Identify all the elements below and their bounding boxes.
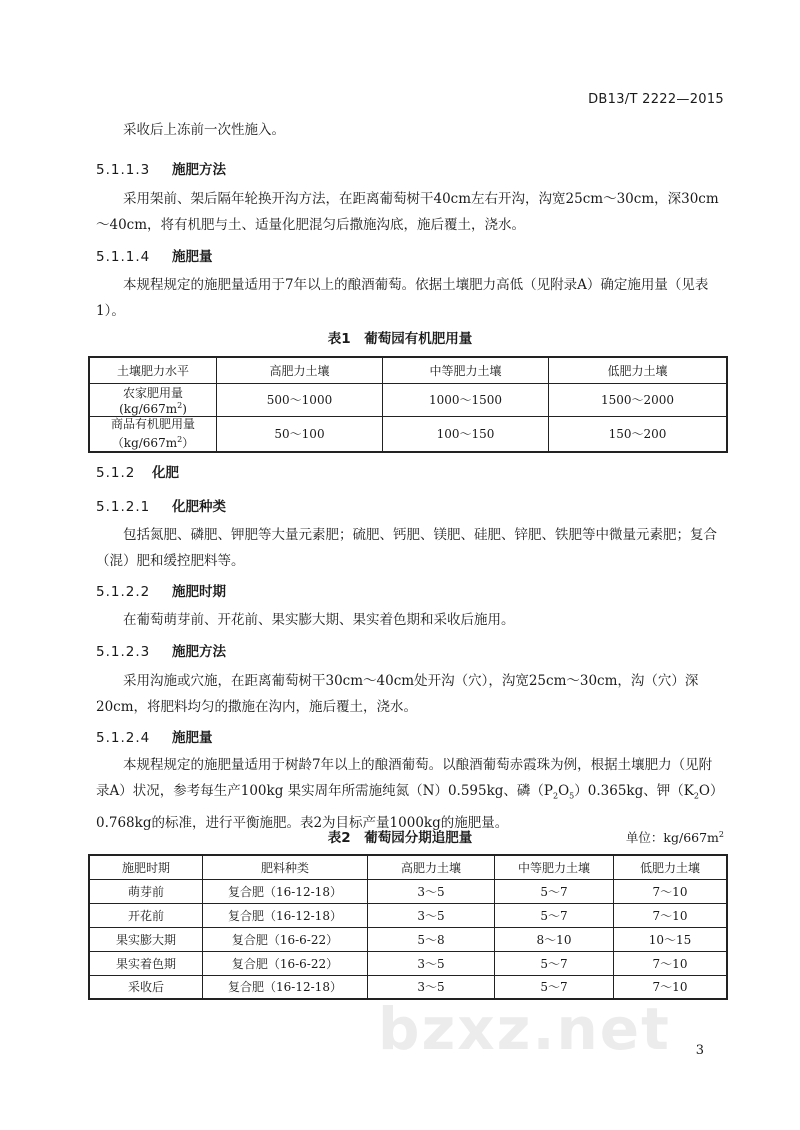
section-number: 5.1.2.4 bbox=[96, 730, 151, 746]
section-title: 施肥量 bbox=[172, 249, 213, 265]
table-cell: 8～10 bbox=[495, 927, 614, 951]
table-cell: 3～5 bbox=[368, 879, 495, 903]
section-number: 5.1.1.4 bbox=[96, 249, 151, 265]
table-cell: 复合肥（16-12-18） bbox=[203, 975, 368, 999]
table-row bbox=[89, 951, 727, 975]
table-header-cell: 低肥力土壤 bbox=[614, 855, 728, 879]
table-cell: 10～15 bbox=[614, 927, 728, 951]
table-cell: 3～5 bbox=[368, 903, 495, 927]
label-end: ) bbox=[182, 401, 187, 416]
table-header-cell: 高肥力土壤 bbox=[368, 855, 495, 879]
paragraph: 采收后上冻前一次性施入。 bbox=[123, 122, 285, 138]
table-cell: 果实膨大期 bbox=[89, 927, 203, 951]
unit-superscript: 2 bbox=[718, 829, 724, 839]
table-cell: 复合肥（16-12-18） bbox=[203, 903, 368, 927]
section-heading-5-1-2 bbox=[96, 461, 179, 481]
paragraph: 包括氮肥、磷肥、钾肥等大量元素肥；硫肥、钙肥、镁肥、硅肥、锌肥、铁肥等中微量元素肥；复合（混）肥和缓控肥料等。 bbox=[96, 527, 717, 569]
table-cell: 3～5 bbox=[368, 975, 495, 999]
section-heading-5-1-1-4 bbox=[96, 245, 213, 265]
table-cell: 7～10 bbox=[614, 975, 728, 999]
table-header-cell: 土壤肥力水平 bbox=[89, 357, 217, 383]
table-cell: 采收后 bbox=[89, 975, 203, 999]
table2-caption: 表2 葡萄园分期追肥量 bbox=[327, 830, 473, 846]
watermark: bzxz.net bbox=[378, 995, 671, 1063]
table-cell: 7～10 bbox=[614, 951, 728, 975]
label-superscript: 2 bbox=[177, 434, 183, 444]
label-end: ） bbox=[182, 435, 195, 450]
table-cell: 7～10 bbox=[614, 903, 728, 927]
table-header-cell: 肥料种类 bbox=[203, 855, 368, 879]
paragraph: 在葡萄萌芽前、开花前、果实膨大期、果实着色期和采收后施用。 bbox=[123, 612, 515, 628]
table1 bbox=[88, 356, 728, 453]
table-cell: 500～1000 bbox=[217, 383, 383, 416]
table-cell: 1000～1500 bbox=[383, 383, 549, 416]
section-title: 施肥方法 bbox=[172, 644, 226, 660]
table-cell: 复合肥（16-6-22） bbox=[203, 927, 368, 951]
section-title: 施肥时期 bbox=[172, 584, 226, 600]
text-run: ）0.365kg、钾（K bbox=[574, 783, 694, 799]
table2-unit bbox=[626, 828, 724, 846]
table-row-label bbox=[89, 383, 217, 416]
section-number: 5.1.2.1 bbox=[96, 499, 151, 515]
section-title: 施肥方法 bbox=[172, 162, 226, 178]
text-run: O）0.768kg的标准，进行平衡施肥。表2为目标产量1000kg的施肥量。 bbox=[96, 783, 724, 831]
table-cell: 开花前 bbox=[89, 903, 203, 927]
label-text: 农家肥用量(kg/667m bbox=[119, 385, 183, 416]
section-heading-5-1-2-2 bbox=[96, 580, 226, 600]
table-row bbox=[89, 903, 727, 927]
paragraph bbox=[96, 752, 724, 836]
section-heading-5-1-2-3 bbox=[96, 640, 226, 660]
table-cell: 5～7 bbox=[495, 879, 614, 903]
label-text: 商品有机肥用量 bbox=[110, 416, 195, 431]
table-header-row bbox=[89, 855, 727, 879]
text-run: O bbox=[558, 783, 570, 799]
section-heading-5-1-1-3 bbox=[96, 158, 226, 178]
section-heading-5-1-2-4 bbox=[96, 726, 213, 746]
subscript: 5 bbox=[569, 791, 575, 801]
table-row bbox=[89, 927, 727, 951]
document-code: DB13/T 2222—2015 bbox=[588, 92, 724, 107]
table-header-cell: 高肥力土壤 bbox=[217, 357, 383, 383]
label-text-line2: （kg/667m bbox=[111, 435, 178, 450]
subscript: 2 bbox=[693, 791, 699, 801]
paragraph: 采用架前、架后隔年轮换开沟方法，在距离葡萄树干40cm左右开沟，沟宽25cm～30cm，深30cm～40cm，将有机肥与土、适量化肥混匀后撒施沟底，施后覆土，浇水。 bbox=[96, 191, 719, 233]
unit-text: 单位：kg/667m bbox=[625, 830, 719, 845]
table-cell: 100～150 bbox=[383, 416, 549, 452]
table-cell: 5～8 bbox=[368, 927, 495, 951]
table-cell: 5～7 bbox=[495, 951, 614, 975]
section-title: 化肥种类 bbox=[172, 499, 226, 515]
table-cell: 复合肥（16-12-18） bbox=[203, 879, 368, 903]
table-header-cell: 施肥时期 bbox=[89, 855, 203, 879]
section-heading-5-1-2-1 bbox=[96, 495, 226, 515]
table-cell: 3～5 bbox=[368, 951, 495, 975]
table-cell: 7～10 bbox=[614, 879, 728, 903]
section-number: 5.1.2 bbox=[96, 465, 136, 481]
table-row bbox=[89, 383, 727, 416]
table-row-label bbox=[89, 416, 217, 452]
table2 bbox=[88, 854, 728, 1000]
table-row bbox=[89, 879, 727, 903]
table-cell: 果实着色期 bbox=[89, 951, 203, 975]
table-cell: 150～200 bbox=[549, 416, 728, 452]
table-cell: 萌芽前 bbox=[89, 879, 203, 903]
table-header-cell: 中等肥力土壤 bbox=[495, 855, 614, 879]
section-number: 5.1.1.3 bbox=[96, 162, 151, 178]
table-cell: 复合肥（16-6-22） bbox=[203, 951, 368, 975]
section-number: 5.1.2.2 bbox=[96, 584, 151, 600]
table-cell: 1500～2000 bbox=[549, 383, 728, 416]
subscript: 2 bbox=[553, 791, 559, 801]
table-cell: 5～7 bbox=[495, 975, 614, 999]
table1-caption: 表1 葡萄园有机肥用量 bbox=[327, 331, 473, 347]
section-title: 化肥 bbox=[152, 465, 179, 481]
section-title: 施肥量 bbox=[172, 730, 213, 746]
table-header-cell: 中等肥力土壤 bbox=[383, 357, 549, 383]
label-superscript: 2 bbox=[177, 400, 183, 410]
table-cell: 5～7 bbox=[495, 903, 614, 927]
table-row bbox=[89, 416, 727, 452]
paragraph: 采用沟施或穴施，在距离葡萄树干30cm～40cm处开沟（穴），沟宽25cm～30cm，沟（穴）深20cm，将肥料均匀的撒施在沟内，施后覆土，浇水。 bbox=[96, 673, 699, 715]
section-number: 5.1.2.3 bbox=[96, 644, 151, 660]
paragraph: 本规程规定的施肥量适用于7年以上的酿酒葡萄。依据土壤肥力高低（见附录A）确定施用量（见表1）。 bbox=[96, 277, 709, 319]
text-run: 本规程规定的施肥量适用于树龄7年以上的酿酒葡萄。以酿酒葡萄赤霞珠为例，根据土壤肥力（见附录A）状况，参考每生产100kg 果实周年所需施纯氮（N）0.595kg、磷（P bbox=[96, 757, 713, 799]
table-header-cell: 低肥力土壤 bbox=[549, 357, 728, 383]
page-number: 3 bbox=[695, 1043, 704, 1058]
table-cell: 50～100 bbox=[217, 416, 383, 452]
table-header-row bbox=[89, 357, 727, 383]
